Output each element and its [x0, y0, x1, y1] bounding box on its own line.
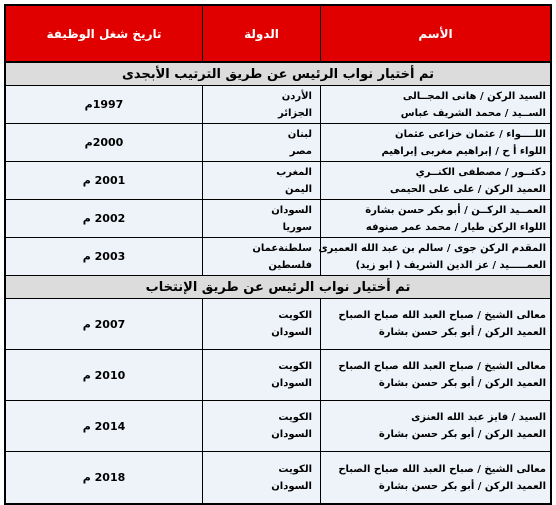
- term-date: 2018 م: [82, 471, 126, 484]
- section-title-alphabetical: تم أختيار نواب الرئيس عن طريق الترتيب الأبجدى: [6, 63, 550, 86]
- country-name: السودان: [271, 429, 312, 440]
- country-name: الكويت: [278, 463, 312, 475]
- table-row: [6, 350, 550, 401]
- countries-cell: [202, 401, 320, 451]
- country-name: الكويت: [278, 310, 312, 321]
- country-name: سلطنةعمان: [252, 242, 312, 254]
- vice-presidents-table: [4, 4, 552, 505]
- date-cell: [6, 350, 202, 400]
- header-date: تاريخ شغل الوظيفة: [46, 26, 162, 41]
- date-cell: [6, 299, 202, 349]
- table-row: [6, 452, 550, 503]
- table-row: [6, 238, 550, 276]
- person-name: معالى الشيخ / صباح العبد الله صباح الصباح: [338, 310, 546, 321]
- term-date: 2000م: [84, 136, 124, 149]
- table-header: [6, 6, 550, 63]
- countries-cell: [202, 124, 320, 161]
- person-name: اللواء الركن طيار / محمد عمر صنوفه: [365, 221, 546, 233]
- term-date: 2010 م: [82, 368, 126, 382]
- person-name: معالى الشيخ / صباح العبد الله صباح الصباح: [338, 361, 546, 372]
- names-cell: [320, 299, 550, 349]
- person-name: العمــيد الركــن / أبو بكر حسن بشارة: [365, 204, 546, 216]
- term-date: 2002 م: [82, 212, 126, 225]
- term-date: 2007 م: [82, 317, 126, 331]
- names-cell: [320, 162, 550, 199]
- person-name: العميد الركن / أبو بكر حسن بشارة: [378, 429, 546, 440]
- country-name: السودان: [271, 378, 312, 389]
- country-name: فلسطين: [268, 259, 312, 271]
- countries-cell: [202, 452, 320, 503]
- person-name: اللــــواء / عثمان خزاعى عثمان: [395, 128, 546, 140]
- person-name: الســيد / محمد الشريف عباس: [400, 107, 546, 119]
- countries-cell: [202, 299, 320, 349]
- person-name: المقدم الركن جوى / سالم بن عبد الله العميرى: [318, 242, 546, 254]
- country-name: الجزائر: [277, 107, 312, 119]
- person-name: العميد الركن / أبو بكر حسن بشارة: [378, 378, 546, 389]
- person-name: السيد / فايز عبد الله العنزى: [411, 412, 546, 423]
- country-name: المغرب: [276, 166, 312, 178]
- date-cell: [6, 401, 202, 451]
- names-cell: [320, 124, 550, 161]
- section-title-election: تم أختيار نواب الرئيس عن طريق الإنتخاب: [6, 276, 550, 299]
- person-name: العميد الركن / على على الحيمى: [389, 183, 546, 195]
- date-cell: [6, 162, 202, 199]
- country-name: السودان: [271, 480, 312, 492]
- date-cell: [6, 200, 202, 237]
- person-name: العميد الركن / أبو بكر حسن بشارة: [378, 480, 546, 492]
- country-name: الكويت: [278, 361, 312, 372]
- country-name: الأردن: [281, 90, 312, 102]
- date-cell: [6, 124, 202, 161]
- header-name: الأسم: [320, 6, 550, 61]
- date-cell: [6, 452, 202, 503]
- country-name: مصر: [289, 145, 312, 157]
- country-name: لبنان: [287, 128, 312, 140]
- term-date: 2001 م: [82, 174, 126, 187]
- countries-cell: [202, 162, 320, 199]
- person-name: السيد الركن / هانى المجــالى: [402, 90, 546, 102]
- table-row: [6, 162, 550, 200]
- person-name: العميد الركن / أبو بكر حسن بشارة: [378, 327, 546, 338]
- date-cell: [6, 86, 202, 123]
- table-row: [6, 124, 550, 162]
- country-name: اليمن: [285, 183, 312, 195]
- person-name: العمـــــيد / عز الدين الشريف ( ابو زيد): [355, 259, 546, 271]
- countries-cell: [202, 238, 320, 275]
- names-cell: [320, 350, 550, 400]
- names-cell: [320, 238, 550, 275]
- names-cell: [320, 200, 550, 237]
- term-date: 1997م: [84, 98, 124, 111]
- country-name: سوريا: [282, 221, 312, 233]
- header-country: الدولة: [202, 6, 320, 61]
- table-row: [6, 200, 550, 238]
- term-date: 2014 م: [82, 419, 126, 433]
- person-name: دكتــور / مصطفى الكنــري: [415, 166, 546, 178]
- term-date: 2003 م: [82, 250, 126, 263]
- countries-cell: [202, 200, 320, 237]
- countries-cell: [202, 86, 320, 123]
- table-row: [6, 401, 550, 452]
- country-name: السودان: [271, 327, 312, 338]
- table-row: [6, 299, 550, 350]
- person-name: معالى الشيخ / صباح العبد الله صباح الصباح: [338, 463, 546, 475]
- table-row: [6, 86, 550, 124]
- country-name: السودان: [271, 204, 312, 216]
- countries-cell: [202, 350, 320, 400]
- names-cell: [320, 452, 550, 503]
- person-name: اللواء أ ح / إبراهيم مغربى إبراهيم: [381, 145, 546, 157]
- names-cell: [320, 86, 550, 123]
- country-name: الكويت: [278, 412, 312, 423]
- names-cell: [320, 401, 550, 451]
- date-cell: [6, 238, 202, 275]
